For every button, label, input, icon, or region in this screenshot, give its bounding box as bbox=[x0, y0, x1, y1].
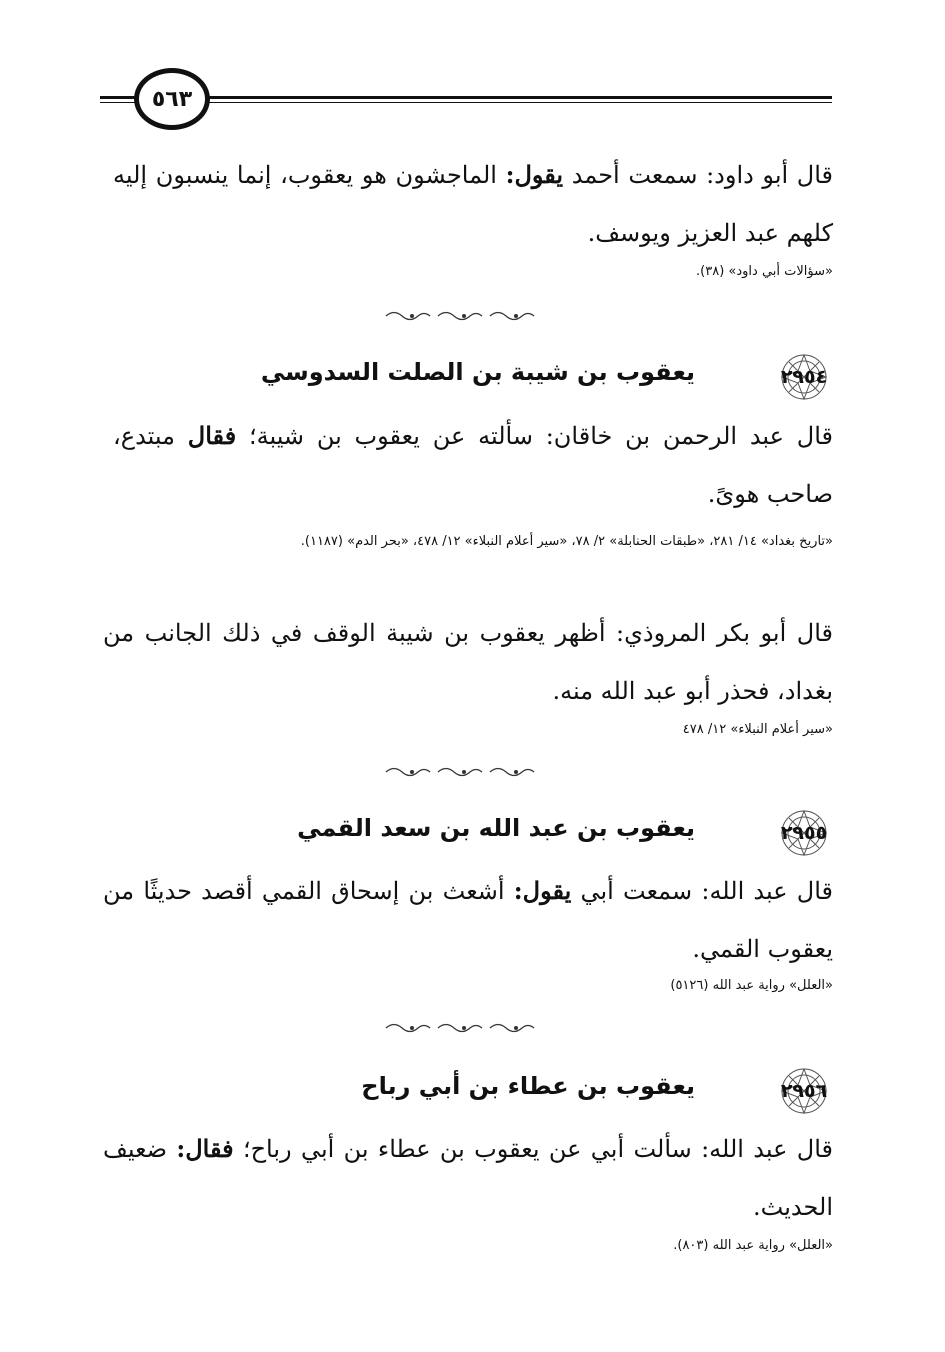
paragraph-text: أشعث بن إسحاق القمي أقصد حديثًا من يعقوب القمي. bbox=[103, 877, 833, 963]
entry-number: ٢٩٥٦ bbox=[780, 1080, 828, 1102]
paragraph-top bbox=[113, 146, 833, 262]
paragraph bbox=[103, 862, 833, 978]
section-separator-ornament bbox=[372, 1020, 552, 1036]
paragraph-text: ضعيف الحديث. bbox=[103, 1135, 833, 1221]
entry-number-badge bbox=[763, 352, 845, 402]
reference: «تاريخ بغداد» ١٤/ ٢٨١، «طبقات الحنابلة» ٢/ ٧٨، «سير أعلام النبلاء» ١٢/ ٤٧٨، «بحر الدم» (١١٨٧). bbox=[300, 534, 833, 549]
paragraph bbox=[103, 1120, 833, 1236]
paragraph-text: قال أبو داود: سمعت أحمد bbox=[563, 161, 834, 189]
paragraph-text: قال عبد الله: سألت أبي عن يعقوب بن عطاء بن أبي رباح؛ bbox=[233, 1135, 834, 1163]
entry-number-badge bbox=[763, 1066, 845, 1116]
paragraph-bold-text: فقال: bbox=[176, 1134, 234, 1163]
reference: «العلل» رواية عبد الله (٨٠٣). bbox=[673, 1238, 833, 1253]
paragraph-text: مبتدع، صاحب هوىً. bbox=[113, 422, 833, 508]
entry-number: ٢٩٥٥ bbox=[780, 822, 828, 844]
entry-heading bbox=[105, 1066, 845, 1116]
entry-heading bbox=[105, 808, 845, 858]
paragraph-bold-text: يقول: bbox=[513, 876, 572, 905]
entry-heading bbox=[105, 352, 845, 402]
section-separator-ornament bbox=[372, 764, 552, 780]
page-number: ٥٦٣ bbox=[151, 86, 193, 112]
paragraph-bold-text: يقول: bbox=[505, 160, 564, 189]
entry-title: يعقوب بن عبد الله بن سعد القمي bbox=[297, 814, 695, 842]
paragraph-text: الماجشون هو يعقوب، إنما ينسبون إليه كلهم عبد العزيز ويوسف. bbox=[113, 161, 833, 247]
paragraph-bold-text: فقال bbox=[187, 421, 237, 450]
reference: «سير أعلام النبلاء» ١٢/ ٤٧٨ bbox=[682, 722, 833, 737]
entry-title: يعقوب بن عطاء بن أبي رباح bbox=[361, 1072, 695, 1100]
reference: «العلل» رواية عبد الله (٥١٢٦) bbox=[670, 978, 833, 993]
paragraph-text: قال عبد الله: سمعت أبي bbox=[571, 877, 834, 905]
paragraph-text: قال عبد الرحمن بن خاقان: سألته عن يعقوب بن شيبة؛ bbox=[236, 422, 833, 450]
entry-number: ٢٩٥٤ bbox=[780, 366, 828, 388]
entry-number-badge bbox=[763, 808, 845, 858]
paragraph bbox=[113, 407, 833, 523]
entry-title: يعقوب بن شيبة بن الصلت السدوسي bbox=[260, 358, 695, 386]
paragraph: قال أبو بكر المروذي: أظهر يعقوب بن شيبة الوقف في ذلك الجانب من بغداد، فحذر أبو عبد الله منه. bbox=[103, 619, 833, 705]
section-separator-ornament bbox=[372, 308, 552, 324]
page-number-badge bbox=[134, 68, 210, 130]
reference-top: «سؤالات أبي داود» (٣٨). bbox=[696, 264, 833, 279]
